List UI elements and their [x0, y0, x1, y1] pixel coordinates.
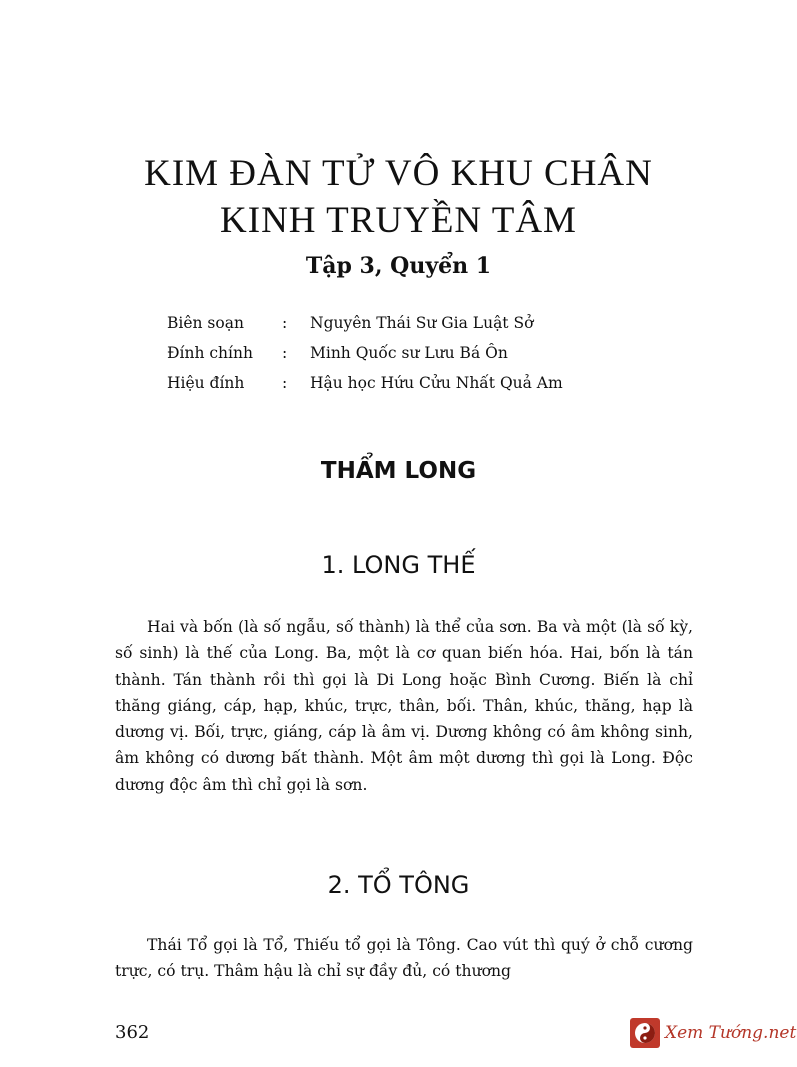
paragraph-to-tong — [115, 932, 693, 984]
paragraph-text: Hai và bốn (là số ngẫu, số thành) là thể của sơn. Ba và một (là số kỳ, số sinh) là thế của Long. Ba, một là cơ quan biến hóa. Hai, bốn là tán thành. Tán thành rồi thì gọi là Di Long hoặc Bình Cương. Biến là chỉ thăng giáng, cáp, hạp, khúc, trực, thân, bối. Thân, khúc, thăng, hạp là dương vị. Bối, trực, giáng, cáp là âm vị. Dương không có âm không sinh, âm không có dương bất thành. Một âm một dương thì gọi là Long. Độc dương độc âm thì chỉ gọi là sơn. — [115, 618, 693, 794]
credit-row-editor — [167, 308, 563, 338]
credits-list — [167, 308, 563, 398]
paragraph-long-the — [115, 614, 693, 798]
volume-subtitle: Tập 3, Quyển 1 — [305, 253, 492, 279]
section-heading-long-the: 1. LONG THẾ — [321, 551, 476, 579]
credit-row-reviser — [167, 368, 563, 398]
credit-value: Hậu học Hứu Cửu Nhất Quả Am — [310, 374, 563, 392]
book-title-line-1: KIM ĐÀN TỬ VÔ KHU CHÂN — [144, 153, 653, 194]
section-title: THẨM LONG — [320, 458, 477, 484]
paragraph-text: Thái Tổ gọi là Tổ, Thiếu tổ gọi là Tông. Cao vút thì quý ở chỗ cương trực, có trụ. Thâm hậu là chỉ sự đầy đủ, có thương — [115, 936, 693, 981]
credit-row-corrector — [167, 338, 563, 368]
credit-label: Hiệu đính — [167, 374, 245, 392]
credit-label: Đính chính — [167, 344, 253, 362]
credit-value: Nguyên Thái Sư Gia Luật Sở — [310, 314, 534, 332]
credit-separator: : — [282, 314, 288, 332]
credit-separator: : — [282, 344, 288, 362]
page-number: 362 — [115, 1022, 150, 1043]
book-title-line-2: KINH TRUYỀN TÂM — [220, 200, 577, 241]
credit-separator: : — [282, 374, 288, 392]
watermark-text: Xem Tướng.net — [665, 1023, 797, 1043]
credit-value: Minh Quốc sư Lưu Bá Ôn — [310, 344, 508, 362]
yin-yang-icon — [630, 1018, 660, 1048]
site-watermark — [630, 1018, 796, 1048]
credit-label: Biên soạn — [167, 314, 244, 332]
section-heading-to-tong: 2. TỔ TÔNG — [327, 871, 470, 899]
